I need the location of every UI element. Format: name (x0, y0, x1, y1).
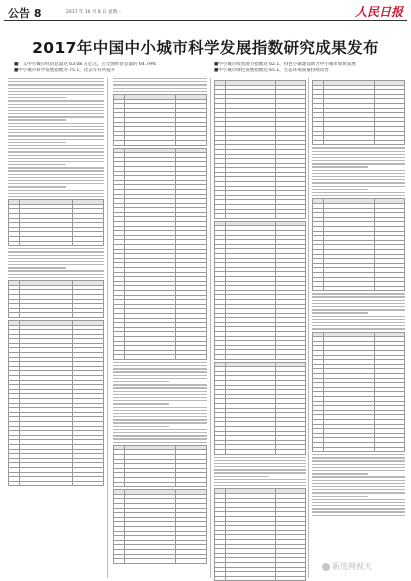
table-cell (225, 355, 275, 360)
text-line (8, 104, 104, 105)
table-cell (313, 286, 324, 291)
table-cell (114, 559, 125, 564)
text-line (8, 161, 104, 162)
text-line (214, 463, 306, 464)
subheadline-item: ■中小城市科学发展指数为 75.1，比去年有所提升 (14, 68, 116, 73)
column-divider (107, 78, 108, 578)
text-line (312, 157, 405, 158)
text-line (312, 293, 405, 294)
text-line (8, 277, 104, 278)
text-line (312, 473, 368, 474)
text-line (8, 135, 104, 136)
table-cell (125, 140, 176, 145)
text-line (8, 91, 104, 92)
newspaper-logo: 人民日报 (354, 5, 403, 19)
text-line (113, 435, 207, 436)
text-line (312, 457, 405, 458)
text-line (113, 362, 207, 363)
text-line (312, 192, 405, 193)
table-cell (324, 140, 375, 145)
text-line (312, 303, 405, 304)
text-line (8, 88, 104, 89)
text-line (113, 442, 207, 443)
text-line (312, 480, 405, 481)
table-cell (215, 576, 226, 581)
text-line (8, 180, 104, 181)
table-row (9, 241, 104, 246)
text-line (214, 485, 306, 486)
column-divider (210, 78, 211, 578)
text-line (113, 91, 207, 92)
text-line (312, 515, 405, 516)
body-text (312, 454, 405, 516)
body-text (8, 248, 104, 278)
article-column-3 (214, 78, 306, 581)
table-cell (275, 576, 305, 581)
text-line (312, 502, 405, 503)
table-cell (125, 482, 176, 487)
table-grid (113, 489, 207, 564)
text-line (312, 312, 368, 313)
table-cell (313, 140, 324, 145)
subheadline-item: ■广义中小城市经济总量达 63.08 万亿元，占全国经济总量的 64.79% (14, 62, 157, 67)
body-text (8, 78, 104, 197)
table-cell (176, 559, 207, 564)
text-line (8, 196, 104, 197)
data-table (312, 80, 405, 145)
text-line (113, 400, 207, 401)
table-cell (374, 286, 404, 291)
table-cell (225, 449, 275, 454)
text-line (8, 84, 104, 85)
table-cell (215, 449, 226, 454)
table-cell (275, 355, 305, 360)
body-text (312, 293, 405, 329)
text-line (113, 365, 207, 366)
data-table (8, 199, 104, 246)
data-table (214, 80, 306, 219)
text-line (8, 123, 104, 124)
table-row (313, 140, 405, 145)
text-line (8, 158, 104, 159)
text-line (312, 186, 405, 187)
body-text (214, 457, 306, 487)
text-line (113, 419, 207, 420)
table-cell (215, 214, 226, 219)
dateline: 2017 年 10 月 8 日 星期一 (66, 10, 122, 15)
text-line (312, 300, 405, 301)
table-cell (374, 447, 404, 452)
text-line (312, 476, 405, 477)
text-line (8, 270, 104, 271)
text-line (312, 460, 405, 461)
watermark (322, 561, 372, 572)
table-row (215, 449, 306, 454)
subheadline-left (14, 62, 204, 74)
text-line (312, 486, 405, 487)
table-cell (313, 447, 324, 452)
text-line (312, 154, 405, 155)
table-row (114, 140, 207, 145)
data-table (113, 94, 207, 146)
text-line (312, 176, 405, 177)
article-column-2 (113, 78, 207, 566)
text-line (8, 81, 104, 82)
data-table (113, 489, 207, 564)
text-line (8, 174, 104, 175)
table-cell (324, 286, 375, 291)
table-cell (9, 313, 20, 318)
text-line (214, 476, 269, 477)
text-line (312, 151, 405, 152)
data-table (8, 320, 104, 486)
text-line (312, 189, 368, 190)
text-line (113, 84, 207, 85)
text-line (312, 163, 405, 164)
text-line (312, 489, 405, 490)
table-grid (312, 80, 405, 145)
text-line (8, 264, 104, 265)
text-line (312, 508, 405, 509)
page-header-bar (4, 3, 407, 21)
table-cell (20, 313, 72, 318)
text-line (312, 483, 405, 484)
text-line (312, 160, 405, 161)
text-line (8, 274, 104, 275)
table-cell (176, 355, 207, 360)
text-line (113, 429, 207, 430)
table-row (215, 576, 306, 581)
data-table (214, 362, 306, 455)
text-line (214, 460, 306, 461)
text-line (312, 182, 405, 183)
text-line (8, 251, 104, 252)
table-cell (20, 241, 72, 246)
text-line (214, 466, 306, 467)
table-grid (113, 445, 207, 487)
text-line (312, 499, 405, 500)
table-grid (214, 488, 306, 581)
text-line (113, 88, 207, 89)
table-row (114, 482, 207, 487)
body-text (312, 147, 405, 196)
text-line (8, 129, 104, 130)
table-cell (215, 355, 226, 360)
table-grid (214, 362, 306, 455)
text-line (8, 97, 66, 98)
text-line (214, 469, 306, 470)
text-line (8, 167, 104, 168)
table-row (313, 286, 405, 291)
table-cell (176, 140, 207, 145)
table-cell (9, 241, 20, 246)
table-grid (312, 332, 405, 452)
text-line (8, 78, 104, 79)
data-table (113, 148, 207, 360)
text-line (214, 482, 306, 483)
table-row (9, 481, 104, 486)
text-line (113, 78, 207, 79)
text-line (8, 116, 104, 117)
table-cell (324, 447, 375, 452)
text-line (8, 186, 66, 187)
text-line (113, 403, 169, 404)
table-grid (113, 94, 207, 146)
table-grid (8, 280, 104, 318)
text-line (113, 432, 207, 433)
text-line (113, 371, 207, 372)
text-line (8, 139, 104, 140)
subheadline-right (214, 62, 404, 74)
text-line (8, 177, 104, 178)
table-row (9, 313, 104, 318)
table-row (114, 355, 207, 360)
text-line (312, 173, 405, 174)
table-cell (225, 576, 275, 581)
table-cell (72, 481, 103, 486)
text-line (113, 394, 207, 395)
text-line (312, 496, 368, 497)
table-grid (113, 148, 207, 360)
table-row (313, 447, 405, 452)
watermark-text: 新选网视天 (332, 562, 372, 571)
text-line (8, 100, 104, 101)
text-line (8, 148, 104, 149)
text-line (312, 309, 405, 310)
text-line (214, 479, 306, 480)
text-line (312, 454, 405, 455)
text-line (113, 384, 207, 385)
table-cell (114, 482, 125, 487)
text-line (113, 410, 207, 411)
text-line (8, 164, 66, 165)
table-cell (72, 241, 103, 246)
text-line (113, 438, 207, 439)
table-row (114, 559, 207, 564)
table-cell (20, 481, 72, 486)
text-line (312, 147, 405, 148)
text-line (312, 319, 405, 320)
table-row (215, 214, 306, 219)
text-line (312, 470, 405, 471)
table-row (215, 355, 306, 360)
subheadline-item: ■中小城市绿色发展指数达 65.1，生态环境质量持续改善 (214, 68, 329, 73)
table-cell (275, 214, 305, 219)
table-cell (374, 140, 404, 145)
text-line (113, 81, 207, 82)
column-divider (308, 78, 309, 578)
text-line (312, 511, 405, 512)
data-table (312, 198, 405, 291)
text-line (8, 248, 104, 249)
text-line (312, 306, 405, 307)
text-line (8, 145, 104, 146)
text-line (8, 107, 104, 108)
section-label: 公告 8 (8, 7, 42, 20)
text-line (214, 457, 306, 458)
text-line (113, 422, 207, 423)
table-grid (8, 320, 104, 486)
table-grid (214, 221, 306, 360)
table-grid (214, 80, 306, 219)
text-line (113, 387, 207, 388)
text-line (8, 170, 104, 171)
text-line (113, 413, 207, 414)
text-line (8, 193, 104, 194)
text-line (113, 426, 169, 427)
text-line (312, 195, 405, 196)
subheadline-item: ■中小城市投资潜力指数达 62.1，特色小镇建设助力中小城市加快发展 (214, 62, 356, 67)
text-line (312, 464, 405, 465)
text-line (8, 155, 104, 156)
text-line (8, 126, 104, 127)
text-line (312, 322, 405, 323)
page-headline: 2017年中国中小城市科学发展指数研究成果发布 (32, 39, 379, 57)
table-cell (125, 559, 176, 564)
article-column-4 (312, 78, 405, 518)
text-line (8, 94, 104, 95)
table-cell (9, 481, 20, 486)
text-line (8, 142, 66, 143)
data-table (214, 488, 306, 581)
table-cell (114, 355, 125, 360)
body-text (113, 78, 207, 92)
table-cell (114, 140, 125, 145)
table-grid (8, 199, 104, 246)
text-line (8, 183, 104, 184)
text-line (312, 170, 405, 171)
text-line (8, 258, 104, 259)
text-line (8, 190, 104, 191)
data-table (312, 332, 405, 452)
text-line (113, 381, 169, 382)
text-line (8, 132, 104, 133)
text-line (113, 397, 207, 398)
text-line (8, 267, 66, 268)
text-line (113, 378, 207, 379)
text-line (312, 316, 405, 317)
table-grid (312, 198, 405, 291)
text-line (8, 151, 104, 152)
body-text (113, 362, 207, 443)
text-line (312, 505, 405, 506)
table-cell (275, 449, 305, 454)
text-line (312, 492, 405, 493)
text-line (312, 328, 405, 329)
data-table (214, 221, 306, 360)
text-line (8, 119, 66, 120)
text-line (312, 325, 405, 326)
table-cell (225, 214, 275, 219)
text-line (214, 472, 306, 473)
data-table (8, 280, 104, 318)
data-table (113, 445, 207, 487)
text-line (312, 179, 405, 180)
text-line (113, 368, 207, 369)
text-line (8, 110, 104, 111)
table-cell (72, 313, 103, 318)
text-line (113, 391, 207, 392)
text-line (312, 467, 405, 468)
text-line (113, 407, 207, 408)
table-cell (125, 355, 176, 360)
text-line (113, 375, 207, 376)
text-line (312, 166, 368, 167)
text-line (8, 255, 104, 256)
text-line (8, 261, 104, 262)
text-line (8, 113, 104, 114)
article-column-1 (8, 78, 104, 488)
text-line (312, 296, 405, 297)
text-line (113, 416, 207, 417)
table-cell (176, 482, 207, 487)
wechat-icon (322, 563, 330, 571)
